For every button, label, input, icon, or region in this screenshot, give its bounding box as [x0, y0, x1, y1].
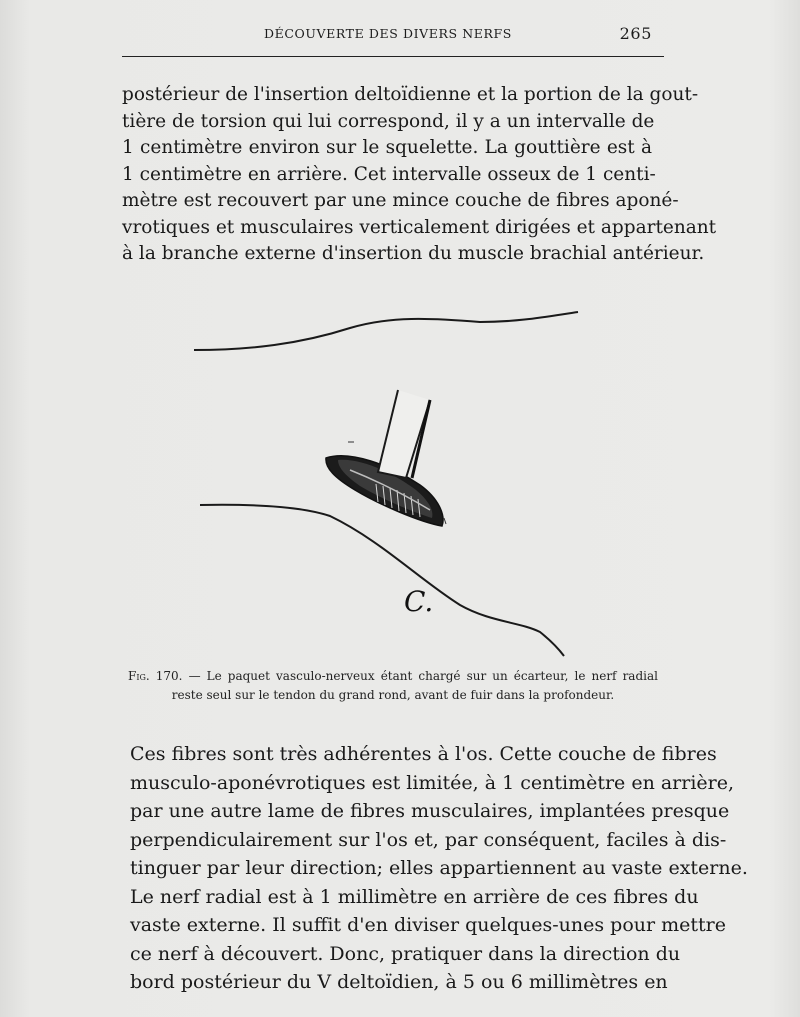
page-number: 265	[619, 24, 652, 43]
text-line: 1 centimètre en arrière. Cet intervalle osseux de 1 centi-	[122, 163, 656, 185]
header-rule	[122, 56, 664, 57]
running-head	[122, 24, 652, 44]
text-line: par une autre lame de fibres musculaires, implantées presque	[130, 800, 730, 822]
text-line: à la branche externe d'insertion du muscle brachial antérieur.	[122, 243, 705, 264]
text-line: perpendiculairement sur l'os et, par conséquent, faciles à dis-	[130, 828, 727, 851]
text-line: tière de torsion qui lui correspond, il y a un intervalle de	[122, 110, 655, 132]
text-line: Le nerf radial est à 1 millimètre en arrière de ces fibres du	[130, 885, 699, 908]
text-line: vaste externe. Il suffit d'en diviser quelques-unes pour mettre	[130, 914, 727, 936]
arm-upper-contour	[194, 312, 578, 350]
text-line: postérieur de l'insertion deltoïdienne et la portion de la gout-	[122, 84, 699, 105]
figure-label: Fig. 170.	[128, 669, 183, 683]
running-head-title: DÉCOUVERTE DES DIVERS NERFS	[264, 26, 512, 41]
text-line: 1 centimètre environ sur le squelette. La gouttière est à	[122, 137, 652, 158]
text-line: Ces fibres sont très adhérentes à l'os. Cette couche de fibres	[130, 743, 717, 765]
paragraph-1	[122, 82, 717, 268]
caption-line-2: reste seul sur le tendon du grand rond, avant de fuir dans la profondeur.	[171, 688, 615, 702]
text-line: ce nerf à découvert. Donc, pratiquer dans la direction du	[130, 942, 681, 965]
figure-caption	[128, 667, 658, 705]
artist-mark: C.	[404, 585, 434, 618]
text-line: bord postérieur du V deltoïdien, à 5 ou 6 millimètres en	[130, 971, 668, 993]
arm-lower-contour	[200, 505, 564, 656]
text-line: vrotiques et musculaires verticalement dirigées et appartenant	[122, 216, 717, 238]
paragraph-2	[130, 740, 748, 997]
stray-mark	[444, 518, 446, 524]
text-line: tinguer par leur direction; elles appartiennent au vaste externe.	[130, 857, 748, 879]
text-line: mètre est recouvert par une mince couche de fibres aponé-	[122, 190, 679, 211]
text-line: musculo-aponévrotiques est limitée, à 1 centimètre en arrière,	[130, 771, 735, 794]
caption-line-1: — Le paquet vasculo-nerveux étant chargé sur un écarteur, le nerf radial	[188, 669, 658, 683]
anatomical-illustration	[180, 300, 600, 665]
